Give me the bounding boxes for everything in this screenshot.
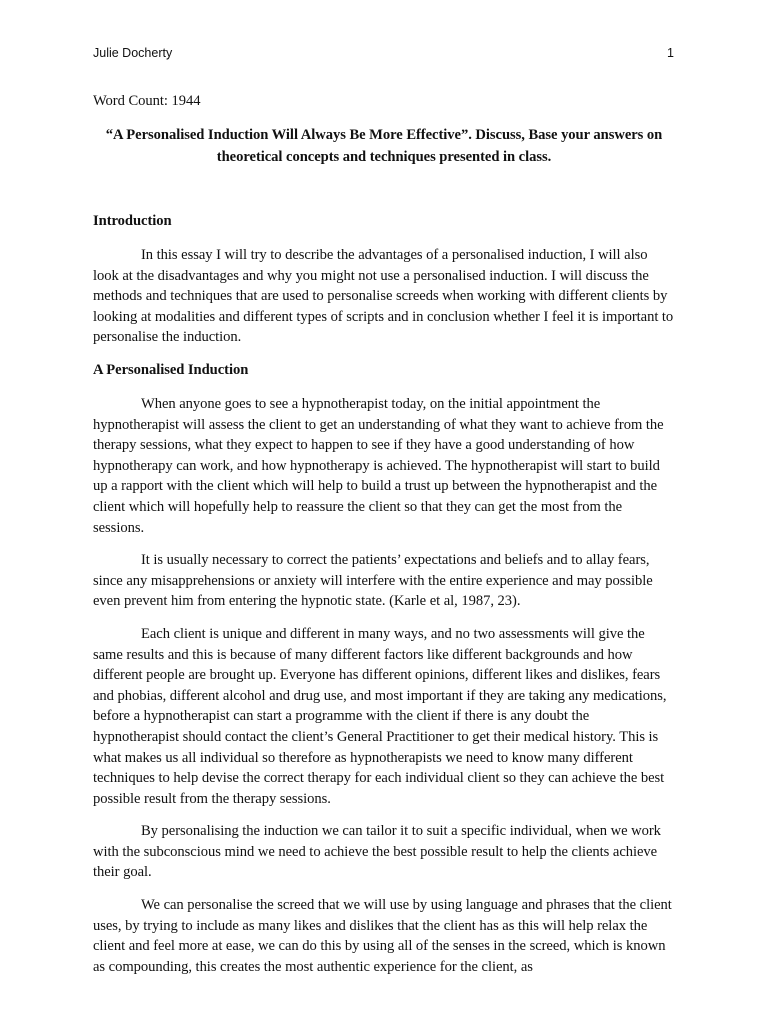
- essay-title: “A Personalised Induction Will Always Be More Effective”. Discuss, Base your answers on theoretical concepts and techniques presented in class.: [105, 127, 663, 165]
- introduction-paragraph: [93, 245, 675, 348]
- body-paragraph-5: [93, 895, 675, 977]
- paragraph: When anyone goes to see a hypnotherapist today, on the initial appointment the hypnotherapist will assess the client to get an understanding of what they want to achieve from the therapy sessions, what they expect to happen to see if they have a good understanding of how hypnotherapy can work, and how hypnotherapy is achieved. The hypnotherapist will start to build up a rapport with the client which will help to build a trust up between the hypnotherapist and the client which will hopefully help to reassure the client so that they can get the most from the sessions.: [93, 396, 664, 536]
- body-paragraph-2: [93, 550, 675, 612]
- paragraph: In this essay I will try to describe the advantages of a personalised induction, I will also look at the disadvantages and why you might not use a personalised induction. I will discuss the methods and techniques that are used to personalise screeds when working with different clients by looking at modalities and different types of scripts and in conclusion whether I feel it is important to personalise the induction.: [93, 247, 674, 346]
- running-header: [93, 46, 674, 64]
- body-paragraph-4: [93, 821, 675, 883]
- section-heading-personalised-induction: A Personalised Induction: [93, 362, 249, 378]
- paragraph: By personalising the induction we can tailor it to suit a specific individual, when we work with the subconscious mind we need to achieve the best possible result to help the clients achieve their goal.: [93, 823, 661, 881]
- body-paragraph-3: [93, 624, 675, 809]
- author-name: Julie Docherty: [93, 46, 173, 60]
- word-count: Word Count: 1944: [93, 93, 201, 109]
- page-number: 1: [667, 46, 674, 60]
- paragraph: Each client is unique and different in many ways, and no two assessments will give the same results and this is because of many different factors like different backgrounds and how different people are brought up. Everyone has different opinions, different likes and dislikes, fears and phobias, different alcohol and drug use, and most important if they are taking any medications, before a hypnotherapist can start a programme with the client if there is any doubt the hypnotherapist should contact the client’s General Practitioner to get their medical history. This is what makes us all individual so therefore as hypnotherapists we need to know many different techniques to help devise the correct therapy for each individual client so they can achieve the best possible result from the therapy sessions.: [93, 626, 667, 807]
- section-heading-introduction: Introduction: [93, 213, 172, 229]
- paragraph: It is usually necessary to correct the patients’ expectations and beliefs and to allay fears, since any misapprehensions or anxiety will interfere with the entire experience and may possible even prevent him from entering the hypnotic state. (Karle et al, 1987, 23).: [93, 552, 653, 610]
- paragraph: We can personalise the screed that we will use by using language and phrases that the client uses, by trying to include as many likes and dislikes that the client has as this will help relax the client and feel more at ease, we can do this by using all of the senses in the screed, which is known as compounding, this creates the most authentic experience for the client, as: [93, 897, 672, 975]
- body-paragraph-1: [93, 394, 675, 538]
